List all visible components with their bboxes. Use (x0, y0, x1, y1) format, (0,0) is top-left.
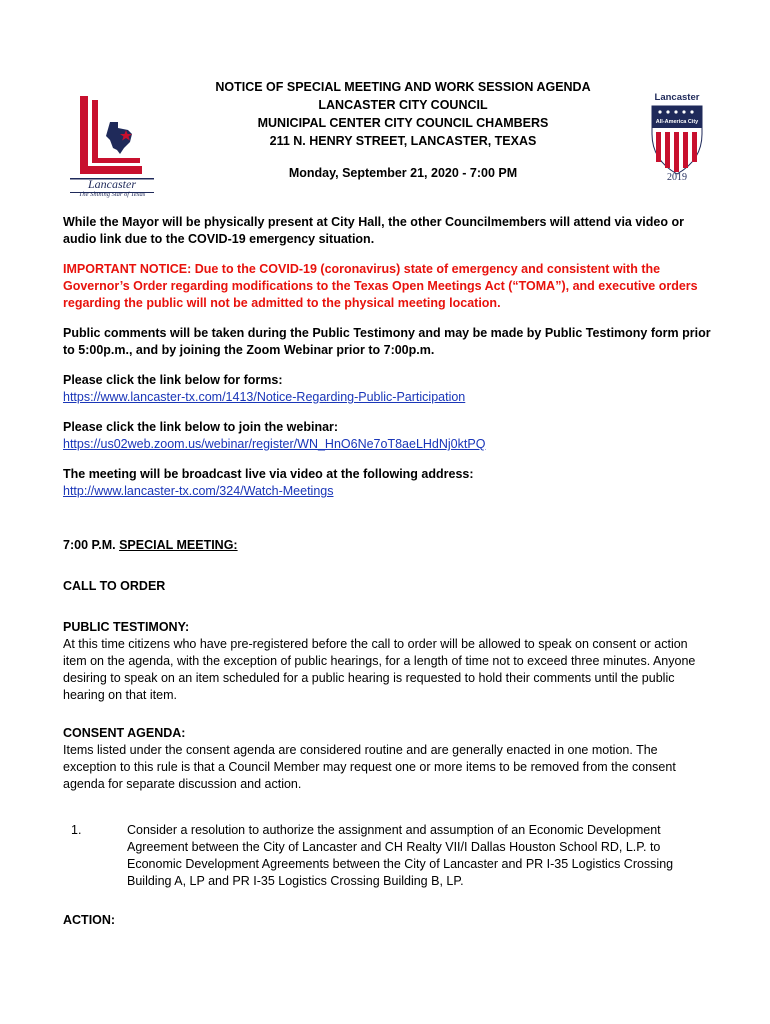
header-title: NOTICE OF SPECIAL MEETING AND WORK SESSION AGENDA (215, 80, 591, 94)
aac-top-text: Lancaster (654, 92, 700, 103)
agenda-item-number: 1. (71, 823, 82, 837)
consent-agenda-title: CONSENT AGENDA: (63, 726, 186, 740)
forms-label: Please click the link below for forms: (63, 373, 283, 387)
action-heading: ACTION: (63, 913, 116, 927)
presence-notice: While the Mayor will be physically present at City Hall, the other Councilmembers will attend via video or audio link due to the COVID-19 emergency situation. (63, 215, 684, 246)
lancaster-logo (66, 92, 158, 200)
agenda-item-text: Consider a resolution to authorize the assignment and assumption of an Economic Development Agreement between the City of Lancaster and CH Realty VII/I Dallas Houston School RD, L.P. to Economic Development Agreements between the City of Lancaster and PR I-35 Logistics Crossing Building A, LP and PR I-35 Logistics Crossing Building B, LP. (127, 823, 674, 888)
agenda-header (168, 78, 638, 182)
header-address: 211 N. HENRY STREET, LANCASTER, TEXAS (269, 134, 537, 148)
consent-agenda-section (63, 725, 713, 793)
webinar-label: Please click the link below to join the webinar: (63, 420, 339, 434)
public-testimony-title: PUBLIC TESTIMONY: (63, 620, 190, 634)
aac-award-text: All-America City (655, 119, 699, 125)
aac-year: 2019 (667, 172, 687, 183)
header-council: LANCASTER CITY COUNCIL (318, 98, 488, 112)
public-testimony-text: At this time citizens who have pre-registered before the call to order will be allowed to speak on consent or action item on the agenda, with the exception of public hearings, for a length of time not to exceed three minutes. Anyone desiring to speak on an item scheduled for a public hearing is requested to hold their comments until the public hearing on that item. (63, 637, 696, 702)
header-date: Monday, September 21, 2020 - 7:00 PM (288, 166, 518, 180)
broadcast-label: The meeting will be broadcast live via video at the following address: (63, 467, 474, 481)
header-location: MUNICIPAL CENTER CITY COUNCIL CHAMBERS (257, 116, 549, 130)
meeting-title: SPECIAL MEETING: (119, 538, 238, 552)
broadcast-link[interactable]: http://www.lancaster-tx.com/324/Watch-Meetings (63, 484, 334, 498)
lancaster-logo-tagline: The Shining Star of Texas (78, 191, 146, 198)
public-comments-notice: Public comments will be taken during the Public Testimony and may be made by Public Testimony form prior to 5:00p.m., and by joining the Zoom Webinar prior to 7:00p.m. (63, 326, 711, 357)
call-to-order: CALL TO ORDER (63, 579, 166, 593)
meeting-time: 7:00 P.M. (63, 538, 116, 552)
forms-link[interactable]: https://www.lancaster-tx.com/1413/Notice-Regarding-Public-Participation (63, 390, 466, 404)
consent-agenda-text: Items listed under the consent agenda are considered routine and are generally enacted in one motion. The exception to this rule is that a Council Member may request one or more items to be removed from the consent agenda for separate discussion and action. (63, 743, 676, 791)
forms-section (63, 372, 713, 406)
special-meeting-heading (63, 537, 713, 554)
important-notice: IMPORTANT NOTICE: Due to the COVID-19 (coronavirus) state of emergency and consistent with the Governor’s Order regarding modifications to the Texas Open Meetings Act (“TOMA”), and executive orders regarding the public will not be admitted to the physical meeting location. (63, 262, 698, 310)
webinar-link[interactable]: https://us02web.zoom.us/webinar/register/WN_HnO6Ne7oT8aeLHdNj0ktPQ (63, 437, 486, 451)
agenda-item (63, 822, 713, 890)
all-america-city-logo (646, 92, 708, 184)
public-testimony-section (63, 619, 713, 704)
broadcast-section (63, 466, 713, 500)
lancaster-logo-name: Lancaster (88, 177, 136, 191)
webinar-section (63, 419, 713, 453)
agenda-body (63, 214, 713, 929)
